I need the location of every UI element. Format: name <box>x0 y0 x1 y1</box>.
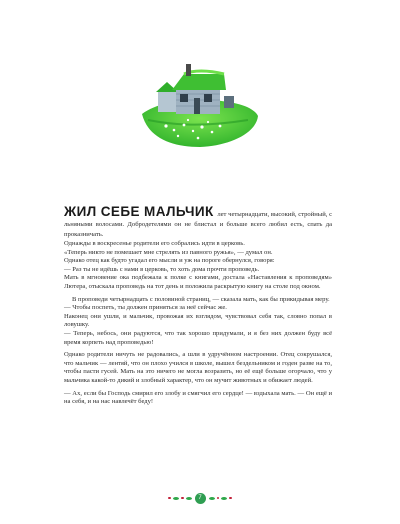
leaf-icon <box>221 497 227 500</box>
page-number: 7 <box>195 493 206 504</box>
leaf-icon <box>173 497 179 500</box>
paragraph-text: лет четырнадцати, высокий, стройный, с льняными волосами. Добродетелями он не блистал и больше всего любил есть, спать да проказничать. <box>64 211 332 238</box>
paragraph: — Чтобы поспеть, ты должен приняться за неё сейчас же. <box>64 304 227 312</box>
paragraph: Однако родители ничуть не радовались, а шли в удручённом настроении. Отец сокрушался, что мальчик — лентяй, что он плохо учился в школе, вышел бездельником и годен разве на то, чтобы пасти гусей. Мать на это ничего не могла возразить, но её ещё больше огорчало, что у мальчика какой-то дикий и злобный характер, что он мучит животных и обижает людей. <box>64 351 332 384</box>
berry-icon <box>217 497 220 500</box>
leaf-icon <box>209 497 215 500</box>
leaf-icon <box>186 497 192 500</box>
paragraph: — Теперь, небось, они радуются, что так хорошо придумали, и я без них должен буду всё время корпеть над проповедью! <box>64 329 332 346</box>
house-on-grass-illustration <box>138 54 262 150</box>
paragraph: — Ах, если бы Господь смирил его злобу и смягчил его сердце! — вздыхала мать. — Он ещё и на себя, и на нас навлечёт беду! <box>64 389 332 406</box>
paragraph: «Теперь никто не помешает мне стрелять из павного ружья», — думал он. <box>64 248 273 256</box>
page-footer <box>0 491 400 505</box>
story-text <box>64 204 332 407</box>
berry-icon <box>181 497 184 500</box>
chapter-opening-words: ЖИЛ СЕБЕ МАЛЬЧИК <box>64 204 214 219</box>
berry-icon <box>229 497 232 500</box>
paragraph: В проповеди четырнадцать с половиной страниц, — сказала мать, как бы прикидывая меру. <box>72 295 330 303</box>
paragraph: Однако отец как будто угадал его мысли и уж на пороге обернулся, говоря: <box>64 257 275 265</box>
ornament-right <box>209 497 232 500</box>
paragraph: Мать в мгновение ока подбежала к полке с книгами, достала «Наставления к проповедям» Лютера, отыскала проповедь на тот день и положила раскрытую книгу на столе под окном. <box>64 274 332 290</box>
paragraph: Наконец они ушли, и мальчик, провожая их взглядом, чувствовал себя так, словно попал в ловушку. <box>64 312 332 329</box>
paragraph: — Раз ты не идёшь с нами в церковь, то хоть дома прочти проповедь. <box>64 265 260 273</box>
ornament-left <box>168 497 191 500</box>
opening-paragraph <box>64 204 332 240</box>
berry-icon <box>168 497 171 500</box>
paragraph: Однажды в воскресенье родители его собрались идти в церковь. <box>64 240 245 247</box>
